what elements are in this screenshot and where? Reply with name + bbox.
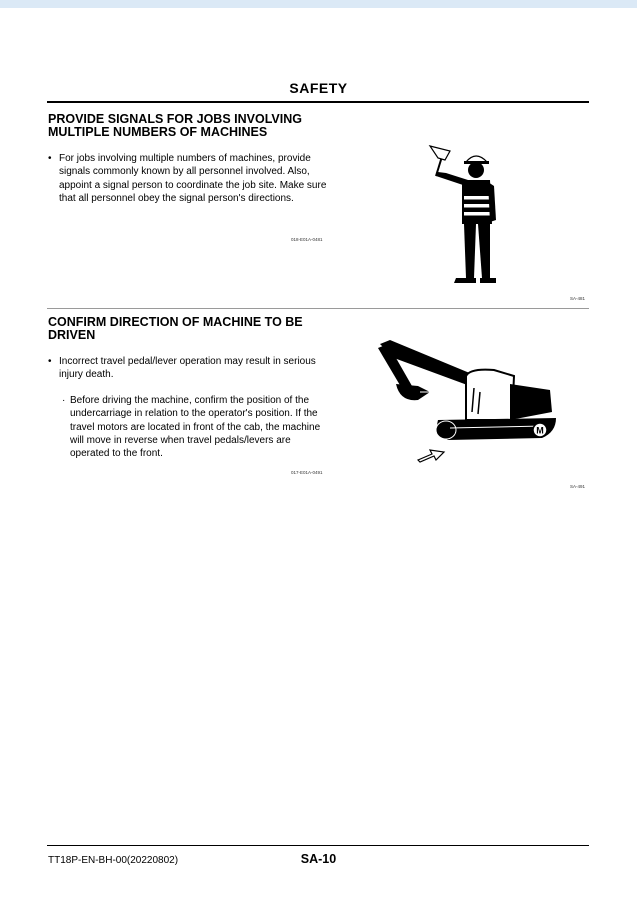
bullet-item (48, 355, 333, 382)
page-title: SAFETY (289, 80, 348, 96)
bullet-dot: • (48, 153, 52, 164)
section-divider (47, 308, 589, 309)
text-ref-code: 018-E01A-0481 (291, 237, 323, 242)
bullet-item (48, 152, 333, 205)
footer-doc-code: TT18P-EN-BH-00(20220802) (48, 855, 179, 866)
figure-ref-code: SA-491 (570, 484, 586, 489)
excavator-icon (374, 336, 564, 471)
figure-ref-code: SA-481 (570, 296, 586, 301)
bullet-text: Incorrect travel pedal/lever operation may result in serious injury death. (59, 356, 316, 381)
motor-label: M (536, 425, 544, 436)
bullet-text: For jobs involving multiple numbers of machines, provide signals commonly known by all personnel involved. Also, appoint a signal person to coordinate the job site. Make sure that all personnel obey the signal person's directions. (59, 153, 327, 204)
sub-bullet-dot: · (62, 395, 66, 406)
page-number: SA-10 (300, 852, 337, 866)
section-heading: PROVIDE SIGNALS FOR JOBS INVOLVING MULTIPLE NUMBERS OF MACHINES (48, 112, 302, 139)
title-rule (47, 101, 589, 103)
text-ref-code: 017-E01A-0491 (291, 470, 323, 475)
viewer-top-bar (0, 0, 637, 8)
bullet-dot: • (48, 356, 52, 367)
signal-person-icon (422, 142, 502, 292)
sub-bullet-text: Before driving the machine, confirm the position of the undercarriage in relation to the operator's position. If the travel motors are located in front of the cab, the machine will move in reverse when travel pedals/levers are operated to the front. (70, 395, 321, 460)
footer-rule (47, 845, 589, 846)
sub-bullet-item (62, 394, 332, 460)
section-heading: CONFIRM DIRECTION OF MACHINE TO BE DRIVEN (48, 315, 303, 342)
